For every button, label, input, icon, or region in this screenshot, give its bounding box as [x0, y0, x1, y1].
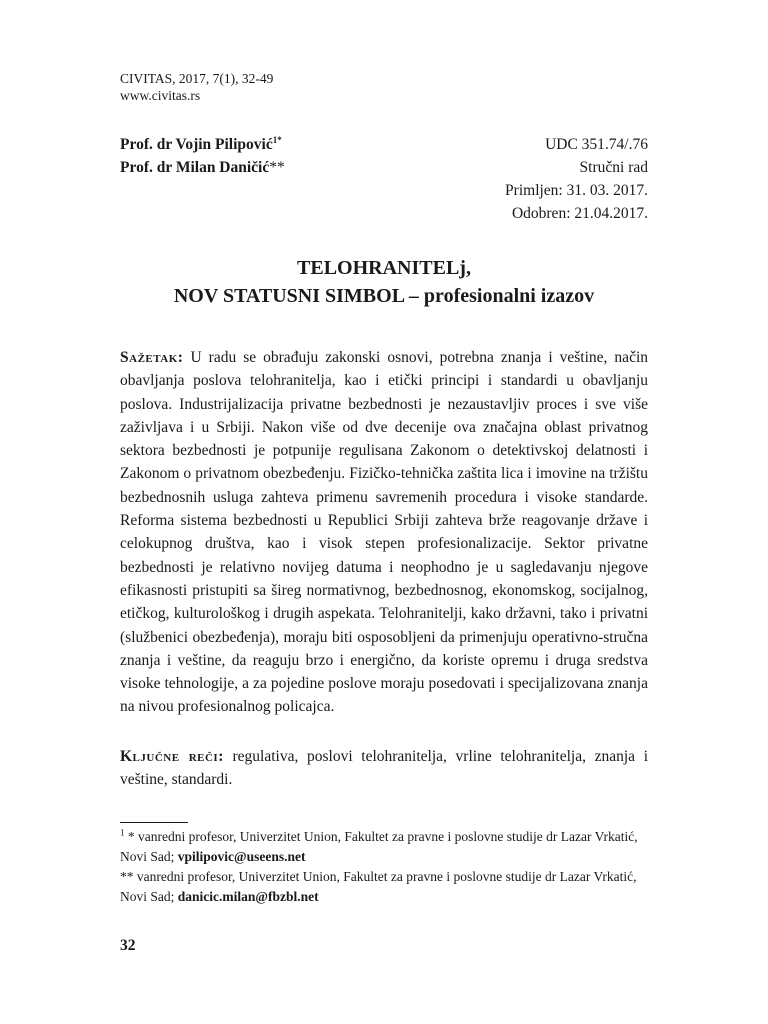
journal-header	[120, 70, 273, 104]
approved-date: Odobren: 21.04.2017.	[511, 205, 648, 222]
keywords-label: Ključne reči:	[120, 748, 224, 765]
footnotes	[120, 827, 660, 907]
footnote-mark: 1	[120, 827, 125, 838]
keywords	[120, 745, 648, 792]
author-email: danicic.milan@fbzbl.net	[177, 889, 319, 904]
keywords-text: regulativa, poslovi telohranitelja, vrline telohranitelja, znanja i veštine, standardi.	[120, 748, 649, 789]
abstract	[120, 346, 648, 719]
received-date: Primljen: 31. 03. 2017.	[505, 182, 648, 199]
author-name: Prof. dr Milan Daničić	[120, 159, 270, 176]
author-mark: 1*	[272, 134, 282, 145]
author-list	[120, 133, 285, 179]
author	[120, 156, 285, 179]
footnote	[120, 827, 660, 867]
author	[120, 133, 285, 156]
udc-code: UDC 351.74/.76	[545, 136, 648, 153]
author-name: Prof. dr Vojin Pilipović	[120, 136, 273, 153]
footnote	[120, 867, 660, 907]
abstract-text: U radu se obrađuju zakonski osnovi, potrebna znanja i veštine, način obavljanja poslova telohranitelja, kao i etički principi i standardi u obavljanju poslova. Industrijalizacija privatne bezbednosti je nezaustavljiv proces i sve više zaživljava i u Srbiji. Nakon više od dve decenije ova značajna oblast privatnog sektora bezbednosti je potpunije regulisana Zakonom o detektivskoj delatnosti i Zakonom o privatnom obezbeđenju. Fizičko-tehnička zaštita lica i imovine na tržištu bezbednosnih usluga zahteva primenu savremenih procedura i visoke standarde. Reforma sistema bezbednosti u Republici Srbiji zahteva brže reagovanje države i celokupnog društva, kao i visok stepen profesionalizacije. Sektor privatne bezbednosti je relativno novijeg datuma i neophodno je u sagledavanju njegove efikasnosti pristupiti sa šireg normativnog, bezbednosnog, ekonomskog, socijalnog, etičkog, kulturološkog i drugih aspekata. Telohranitelji, kako državni, tako i privatni (službenici obezbeđenja), moraju biti osposobljeni da primenjuju operativno-stručna znanja i veštine, da reaguju brzo i energično, da koriste opremu i druga sredstva visoke tehnologije, a za pojedine poslove moraju posedovati i specijalizovana znanja na nivou profesionalnog policajca.	[120, 349, 649, 716]
article-title	[120, 254, 648, 310]
journal-website: www.civitas.rs	[120, 88, 201, 103]
footnote-text: ** vanredni profesor, Univerzitet Union, Fakultet za pravne i poslovne studije dr Lazar Vrkatić, Novi Sad;	[120, 869, 637, 904]
title-line-1: TELOHRANITELj,	[297, 257, 471, 279]
article-type: Stručni rad	[579, 159, 648, 176]
footnote-text: * vanredni profesor, Univerzitet Union, Fakultet za pravne i poslovne studije dr Lazar Vrkatić, Novi Sad;	[120, 829, 638, 864]
footnote-divider	[120, 822, 188, 823]
abstract-label: Sažetak:	[120, 349, 184, 366]
article-meta	[505, 133, 648, 225]
author-mark: **	[269, 159, 285, 176]
author-email: vpilipovic@useens.net	[177, 849, 306, 864]
page-number: 32	[120, 937, 136, 954]
title-line-2: NOV STATUSNI SIMBOL – profesionalni izazov	[173, 285, 595, 307]
journal-citation: CIVITAS, 2017, 7(1), 32-49	[120, 71, 274, 86]
